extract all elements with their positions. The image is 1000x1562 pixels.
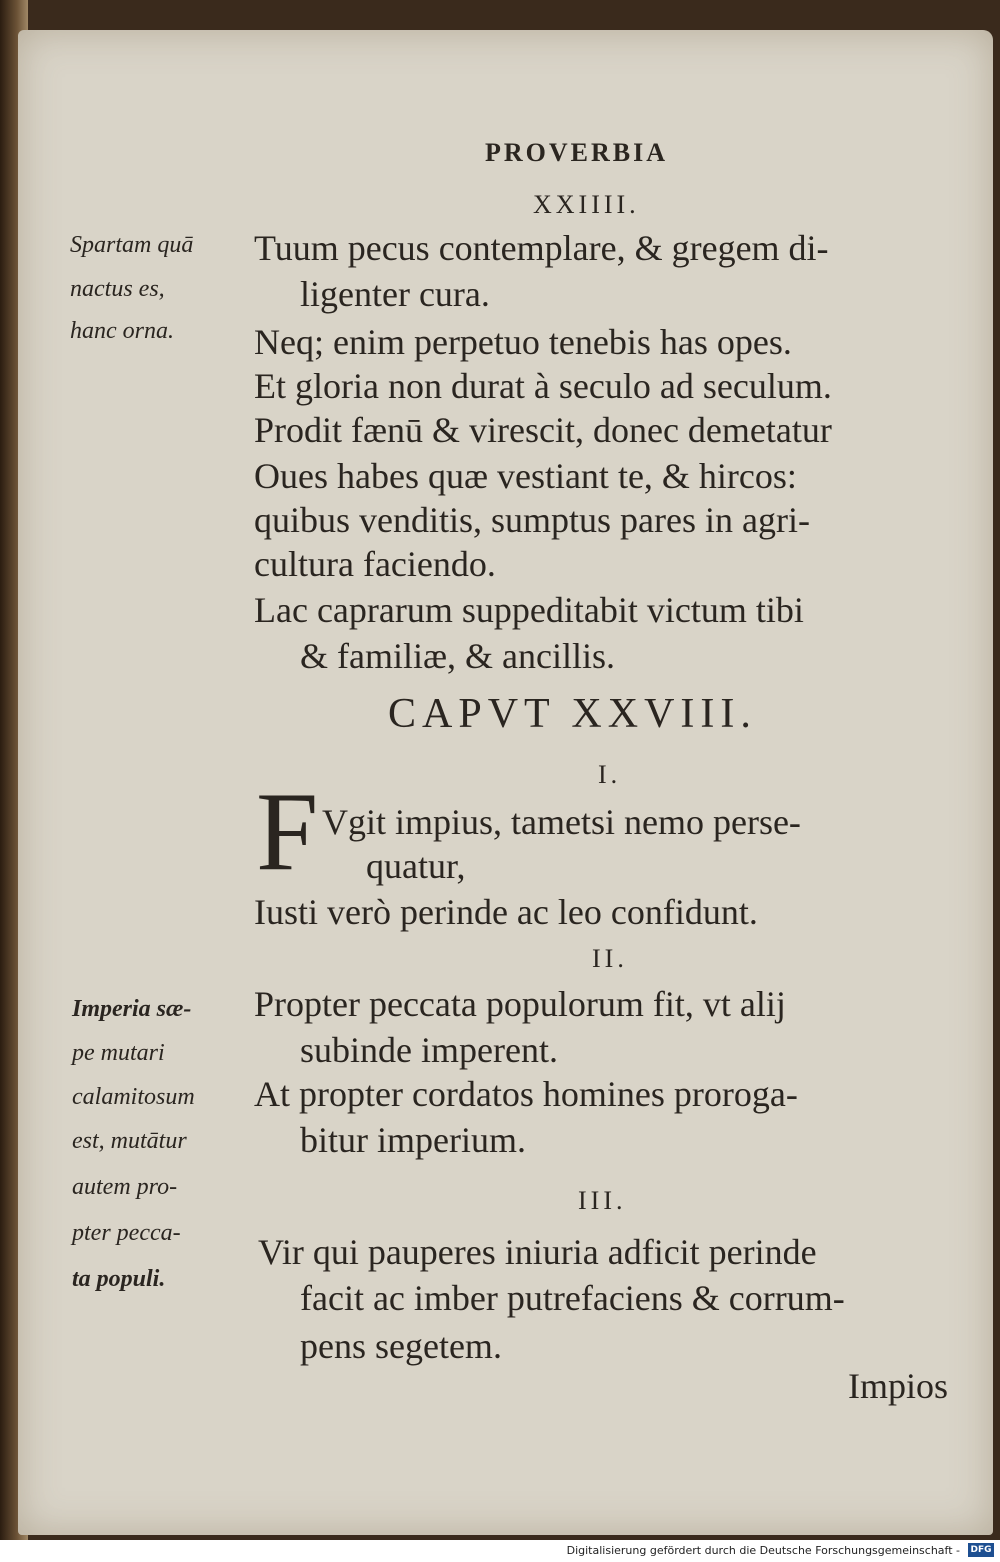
margin-note: nactus es, [70, 276, 165, 302]
verse-line: quatur, [366, 846, 466, 886]
verse-line: ligenter cura. [300, 274, 490, 314]
dfg-logo: DFG [968, 1543, 994, 1557]
verse-line: cultura faciendo. [254, 544, 496, 584]
catchword: Impios [848, 1366, 949, 1406]
verse-line: Oues habes quæ vestiant te, & hircos: [254, 456, 797, 496]
verse-line: Et gloria non durat à seculo ad seculum. [254, 366, 832, 406]
verse-line: pens segetem. [300, 1326, 502, 1366]
margin-note: est, mutātur [72, 1128, 187, 1154]
running-title: PROVERBIA [485, 138, 669, 167]
verse-number: II. [592, 944, 628, 973]
verse-line: Lac caprarum suppeditabit victum tibi [254, 590, 804, 630]
verse-line: Tuum pecus contemplare, & gregem di- [254, 228, 829, 268]
footer-bar [0, 1540, 1000, 1562]
verse-line: Vir qui pauperes iniuria adficit perinde [258, 1232, 817, 1272]
verse-line: bitur imperium. [300, 1120, 526, 1160]
margin-note: ta populi. [72, 1266, 166, 1292]
verse-line: facit ac imber putrefaciens & corrum- [300, 1278, 845, 1318]
verse-number: I. [598, 760, 622, 789]
margin-note: calamitosum [72, 1084, 195, 1110]
verse-line: quibus venditis, sumptus pares in agri- [254, 500, 810, 540]
margin-note: Spartam quā [70, 232, 194, 258]
verse-line: At propter cordatos homines proroga- [254, 1074, 798, 1114]
verse-line: Neq; enim perpetuo tenebis has opes. [254, 322, 792, 362]
footer-credit: Digitalisierung gefördert durch die Deutsche Forschungsgemeinschaft - [566, 1544, 960, 1557]
chapter-heading: CAPVT XXVIII. [388, 691, 757, 737]
margin-note: autem pro- [72, 1174, 178, 1200]
verse-line: Vgit impius, tametsi nemo perse- [322, 802, 801, 842]
verse-line: Propter peccata populorum fit, vt alij [254, 984, 786, 1024]
verse-line: Iusti verò perinde ac leo confidunt. [254, 892, 758, 932]
verse-number: III. [578, 1186, 627, 1215]
verse-line: & familiæ, & ancillis. [300, 636, 615, 676]
margin-note: Imperia sæ- [72, 996, 192, 1022]
section-number: XXIIII. [533, 190, 640, 219]
margin-note: hanc orna. [70, 318, 174, 344]
margin-note: pter pecca- [72, 1220, 181, 1246]
verse-line: Prodit fænū & virescit, donec demetatur [254, 410, 832, 450]
margin-note: pe mutari [72, 1040, 165, 1066]
drop-cap: F [256, 770, 319, 894]
verse-line: subinde imperent. [300, 1030, 558, 1070]
